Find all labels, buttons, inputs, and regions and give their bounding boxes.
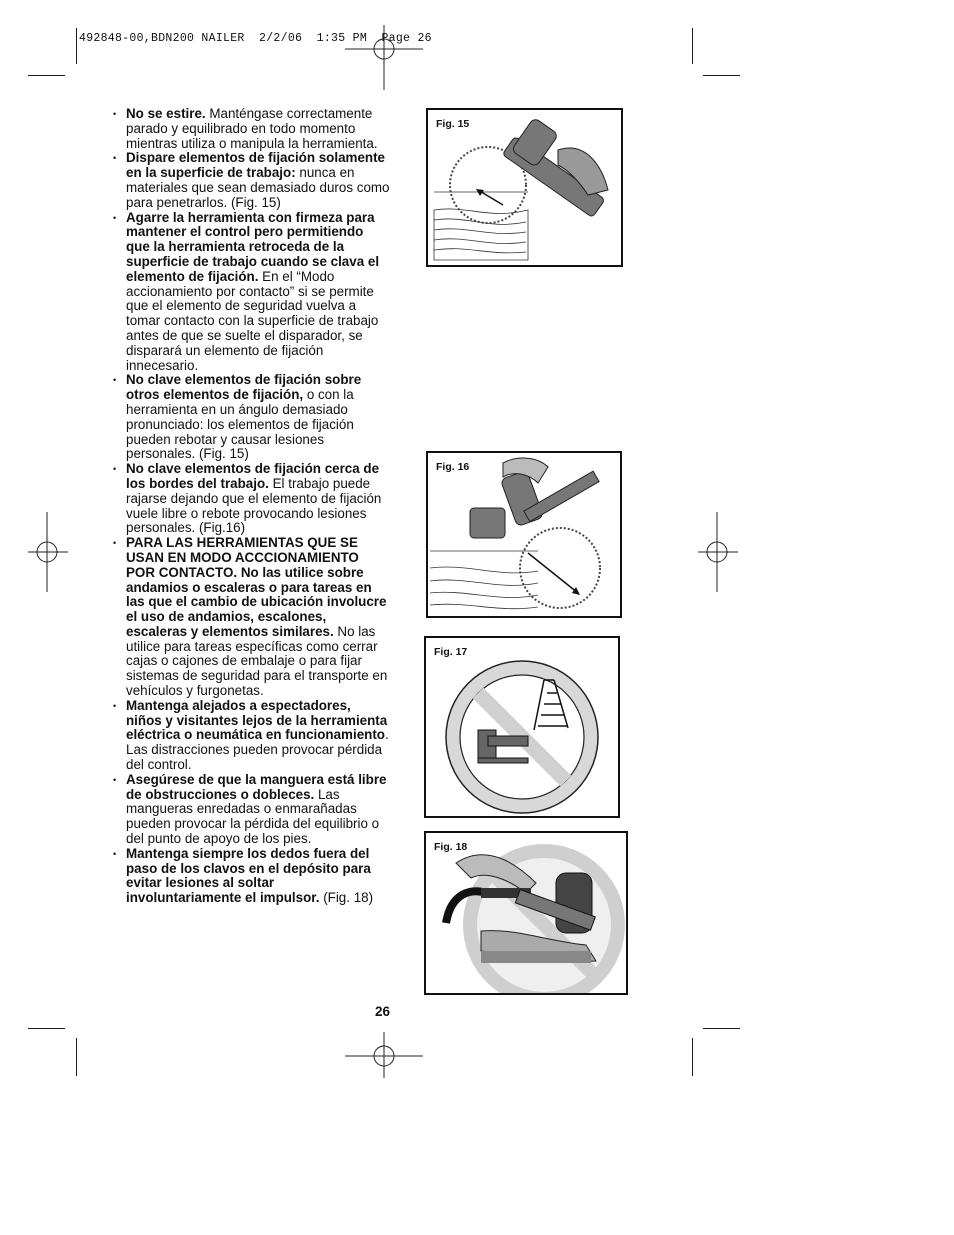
figure-17 bbox=[424, 636, 620, 818]
bullet-lead: Agarre la herramienta con firmeza para mantener el control pero permitiendo que la herramienta retroceda de la superficie de trabajo cuando se clava el elemento de fijación. bbox=[126, 209, 380, 284]
figure-label: Fig. 18 bbox=[434, 841, 468, 853]
nailer-edge-illustration bbox=[428, 453, 622, 618]
bullet-text: Manténgase correctamente parado y equilibrado en todo momento mientras utiliza o manipula la herramienta. bbox=[126, 106, 378, 151]
list-item bbox=[112, 211, 390, 374]
bullet-lead: Asegúrese de que la manguera está libre de obstrucciones o dobleces. bbox=[126, 771, 387, 802]
bullet-text: o con la herramienta en un ángulo demasiado pronunciado: los elementos de fijación pueden rebotar y causar lesiones personales. (Fig. 15) bbox=[126, 387, 354, 462]
list-item bbox=[112, 373, 390, 462]
figure-15 bbox=[426, 108, 623, 267]
bullet-lead: No clave elementos de fijación sobre otros elementos de fijación, bbox=[126, 372, 362, 403]
bullet-text: (Fig. 18) bbox=[319, 890, 374, 906]
no-ladder-prohibition-illustration bbox=[426, 638, 620, 818]
figure-16 bbox=[426, 451, 622, 618]
safety-instructions bbox=[112, 107, 390, 906]
registration-mark-top bbox=[345, 20, 423, 98]
figure-label: Fig. 17 bbox=[434, 646, 468, 658]
list-item bbox=[112, 536, 390, 699]
registration-mark-left bbox=[20, 512, 80, 592]
bullet-lead: Mantenga siempre los dedos fuera del paso de los clavos en el depósito para evitar lesiones al soltar involuntariamente el impulsor. bbox=[126, 845, 371, 906]
bullet-text: No las utilice para tareas específicas como cerrar cajas o cajones de embalaje o para fijar sistemas de seguridad para el transporte en vehículos y furgonetas. bbox=[126, 623, 388, 699]
bullet-text: nunca en materiales que sean demasiado duros como para penetrarlos. (Fig. 15) bbox=[126, 165, 390, 210]
bullet-text: . Las distracciones pueden provocar pérdida del control. bbox=[126, 727, 389, 773]
list-item bbox=[112, 773, 390, 847]
bullet-text: El trabajo puede rajarse dejando que el elemento de fijación vuele libre o rebote provocando lesiones personales. (Fig.16) bbox=[126, 475, 382, 536]
figure-18 bbox=[424, 831, 628, 995]
bullet-text: Las mangueras enredadas o enmarañadas pueden provocar la pérdida del equilibrio o del punto de apoyo de los pies. bbox=[126, 786, 380, 847]
bullet-lead: Mantenga alejados a espectadores, niños y visitantes lejos de la herramienta eléctrica o neumática en funcionamiento bbox=[126, 697, 388, 743]
fingers-near-magazine-illustration bbox=[426, 833, 628, 995]
bullet-lead: Dispare elementos de fijación solamente en la superficie de trabajo: bbox=[126, 150, 385, 181]
registration-mark-right bbox=[690, 512, 750, 592]
nailer-angled-illustration bbox=[428, 110, 623, 267]
list-item bbox=[112, 847, 390, 906]
figure-label: Fig. 16 bbox=[436, 461, 470, 473]
list-item bbox=[112, 151, 390, 210]
bullet-lead: No se estire. bbox=[126, 106, 206, 121]
registration-mark-bottom bbox=[345, 1022, 423, 1078]
bullet-lead: No clave elementos de fijación cerca de los bordes del trabajo. bbox=[126, 461, 380, 491]
list-item bbox=[112, 699, 390, 773]
list-item bbox=[112, 462, 390, 536]
figure-label: Fig. 15 bbox=[436, 118, 470, 130]
bullet-text: En el “Modo accionamiento por contacto” si se permite que el elemento de seguridad vuelva a tomar contacto con la superficie de trabajo antes de que se suelte el disparador, se disparará un elemento de fijación innecesario. bbox=[126, 268, 379, 373]
page-number: 26 bbox=[375, 1004, 391, 1019]
list-item bbox=[112, 107, 390, 151]
print-slug: 492848-00,BDN200 NAILER 2/2/06 1:35 PM Page 26 bbox=[79, 32, 432, 45]
bullet-list bbox=[112, 107, 390, 906]
bullet-lead: PARA LAS HERRAMIENTAS QUE SE USAN EN MODO ACCCIONAMIENTO POR CONTACTO. No las utilice sobre andamios o escaleras o para tareas en las que el cambio de ubicación involucre el uso de andamios, escalones, escaleras y elementos similares. bbox=[126, 535, 387, 639]
